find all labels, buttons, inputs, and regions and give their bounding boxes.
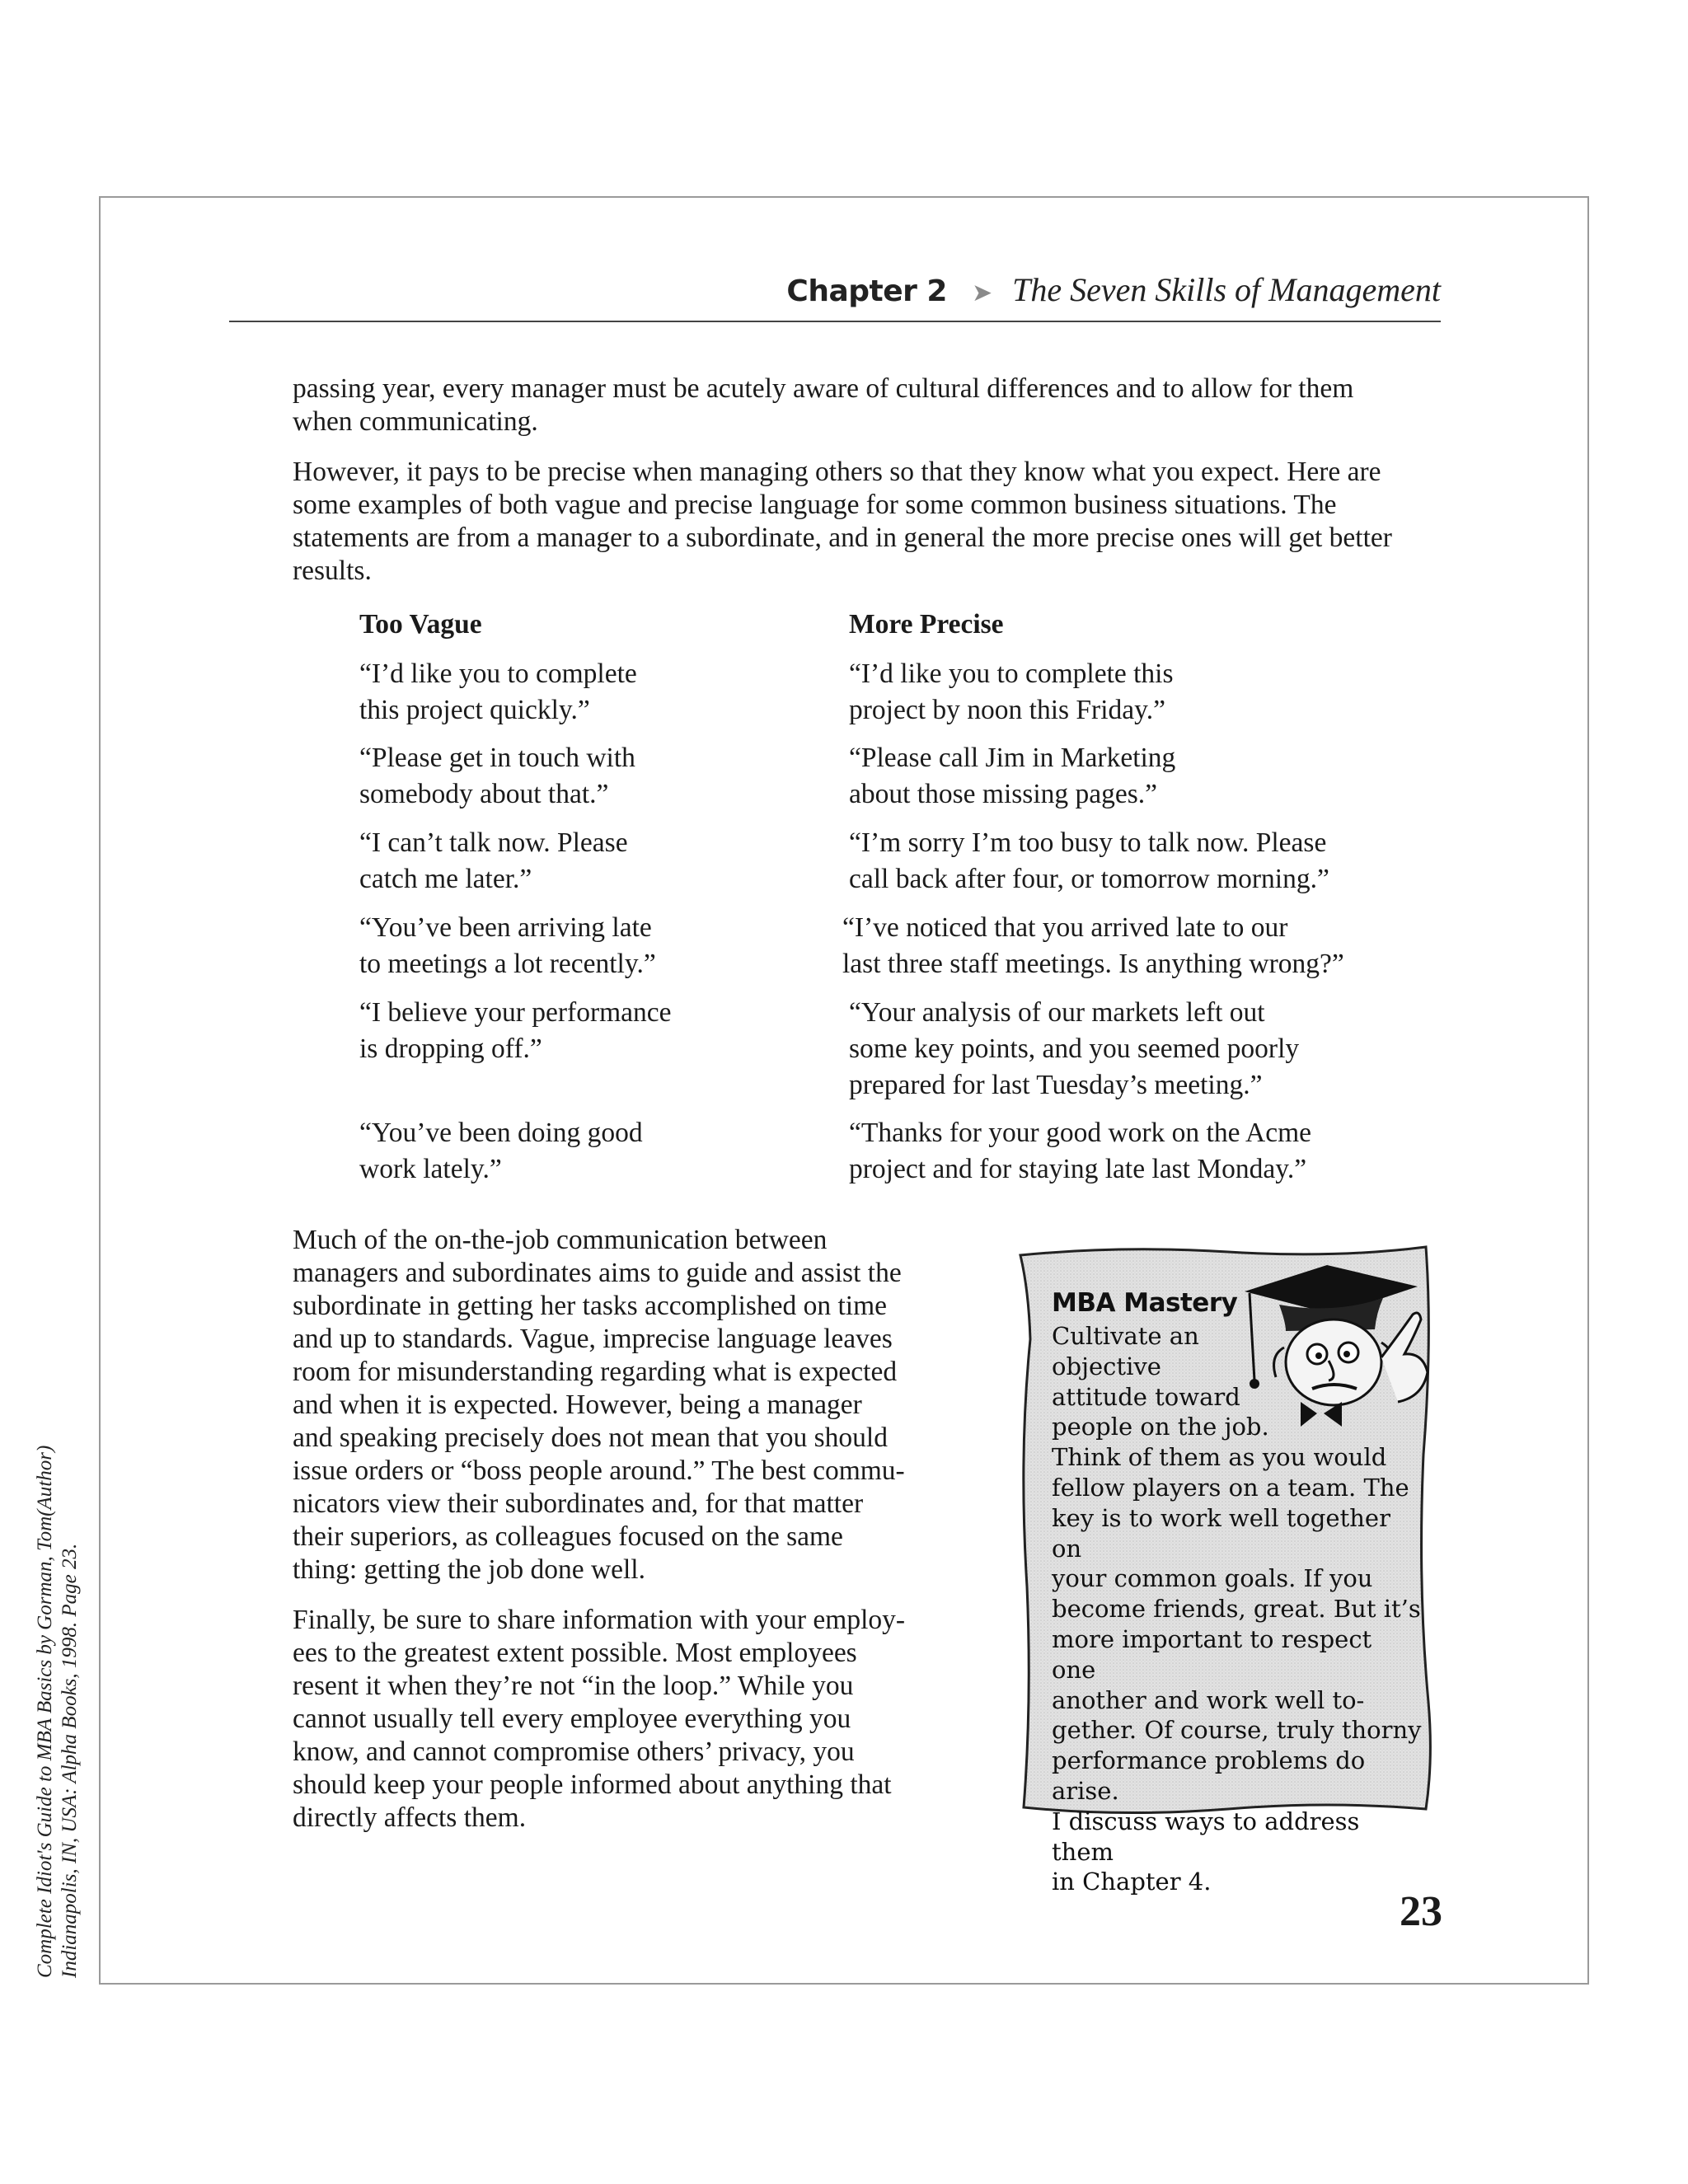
- mba-mastery-sidebar: [1014, 1240, 1438, 1896]
- chapter-label: Chapter 2: [786, 274, 947, 308]
- sidebar-text: Cultivate an objective attitude toward people on the job. Think of them as you would fellow players on a team. The key is to work well together on your common goals. If you become friends, great. But it’s more important to respect one another and work well to- gether. Of course, truly thorny performance problems do arise. I discuss ways to address them in Chapter 4.: [1052, 1322, 1422, 1896]
- vague-statement: “I can’t talk now. Please catch me later.”: [359, 827, 628, 894]
- vague-statement: “You’ve been arriving late to meetings a lot recently.”: [359, 912, 656, 979]
- intro-paragraph-2: However, it pays to be precise when managing others so that they know what you expect. Here are some examples of both vague and precise language for some common business situations. The statements are from a manager to a subordinate, and in general the more precise ones will get better results.: [293, 457, 1392, 586]
- body-paragraph-3: Much of the on-the-job communication between managers and subordinates aims to guide and assist the subordinate in getting her tasks accomplished on time and up to standards. Vague, imprecise language leaves room for misunderstanding regarding what is expected and when it is expected. However, being a manager and speaking precisely does not mean that you should issue orders or “boss people around.” The best commu- nicators view their subordinates and, for that matter their superiors, as colleagues focused on the same thing: getting the job done well.: [293, 1225, 905, 1585]
- precise-statement: “Thanks for your good work on the Acme project and for staying late last Monday.”: [849, 1118, 1311, 1184]
- precise-statement: “I’ve noticed that you arrived late to our last three staff meetings. Is anything wrong?”: [842, 912, 1344, 979]
- vague-statement: “Please get in touch with somebody about that.”: [359, 743, 635, 809]
- precise-statement: “Please call Jim in Marketing about those missing pages.”: [849, 743, 1176, 809]
- arrow-icon: ➤: [971, 279, 993, 307]
- page-number: 23: [1400, 1888, 1442, 1935]
- header-rule: [229, 321, 1441, 322]
- body-paragraph-4: Finally, be sure to share information with your employ- ees to the greatest extent possible. Most employees resent it when they’re not “in the loop.” While you cannot usually tell every employee everything you know, and cannot compromise others’ privacy, you should keep your people informed about anything that directly affects them.: [293, 1605, 906, 1833]
- precise-statement: “I’m sorry I’m too busy to talk now. Please call back after four, or tomorrow morning.”: [849, 827, 1329, 894]
- sidebar-heading: MBA Mastery: [1052, 1288, 1238, 1318]
- vague-statement: “I’d like you to complete this project quickly.”: [359, 658, 637, 725]
- running-header: [229, 270, 1441, 320]
- precise-statement: “Your analysis of our markets left out some key points, and you seemed poorly prepared for last Tuesday’s meeting.”: [849, 997, 1300, 1100]
- intro-paragraph-1: passing year, every manager must be acutely aware of cultural differences and to allow for them when communicating.: [293, 373, 1354, 437]
- citation: Complete Idiot's Guide to MBA Basics by Gorman, Tom(Author) Indianapolis, IN, USA: Alpha Books, 1998. Page 23.: [34, 1445, 81, 1978]
- too-vague-header: Too Vague: [359, 609, 482, 640]
- vague-statement: “You’ve been doing good work lately.”: [359, 1118, 643, 1184]
- precise-statement: “I’d like you to complete this project by noon this Friday.”: [849, 658, 1174, 725]
- vague-statement: “I believe your performance is dropping off.”: [359, 997, 672, 1064]
- chapter-title: The Seven Skills of Management: [1012, 271, 1441, 308]
- more-precise-header: More Precise: [849, 609, 1004, 640]
